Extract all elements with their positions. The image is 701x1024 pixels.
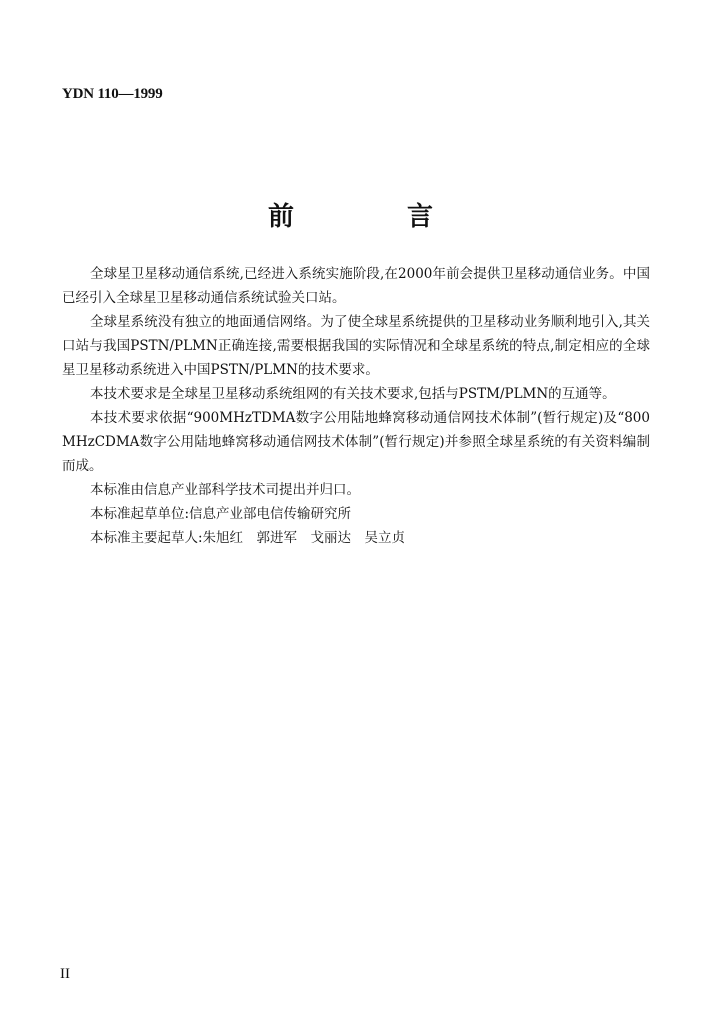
paragraph-intro: 全球星卫星移动通信系统,已经进入系统实施阶段,在2000年前会提供卫星移动通信业务。中国已经引入全球星卫星移动通信系统试验关口站。 [62,266,650,306]
paragraph-scope: 本技术要求是全球星卫星移动系统组网的有关技术要求,包括与PSTM/PLMN的互通等。 [90,386,616,402]
section-title: 前 言 [267,202,486,232]
paragraph-proposer: 本标准由信息产业部科学技术司提出并归口。 [90,482,360,498]
body-text [62,262,650,550]
page-number: II [60,966,70,982]
paragraph-drafters: 本标准主要起草人:朱旭红 郭进军 戈丽达 吴立贞 [90,530,406,546]
document-code: YDN 110—1999 [62,86,163,102]
paragraph-drafting-unit: 本标准起草单位:信息产业部电信传输研究所 [90,506,352,522]
paragraph-network: 全球星系统没有独立的地面通信网络。为了使全球星系统提供的卫星移动业务顺利地引入,其关口站与我国PSTN/PLMN正确连接,需要根据我国的实际情况和全球星系统的特点,制定相应的全球星卫星移动系统进入中国PSTN/PLMN的技术要求。 [62,314,650,378]
paragraph-basis: 本技术要求依据“900MHzTDMA数字公用陆地蜂窝移动通信网技术体制”(暂行规定)及“800MHzCDMA数字公用陆地蜂窝移动通信网技术体制”(暂行规定)并参照全球星系统的有关资料编制而成。 [62,410,650,474]
